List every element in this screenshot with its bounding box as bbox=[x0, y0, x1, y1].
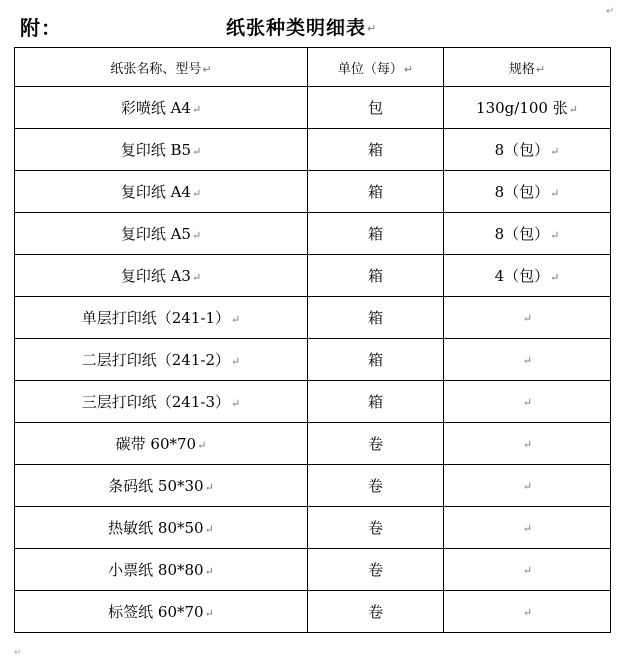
paragraph-mark-icon: ↵ bbox=[191, 270, 202, 284]
cell-spec bbox=[444, 465, 611, 507]
cell-unit: 卷 bbox=[308, 591, 444, 633]
paragraph-mark-icon: ↵ bbox=[550, 186, 560, 200]
cell-spec bbox=[444, 549, 611, 591]
table-row bbox=[15, 297, 611, 339]
cell-spec bbox=[444, 381, 611, 423]
paragraph-mark-icon: ↵ bbox=[522, 480, 533, 493]
paragraph-mark-icon: ↵ bbox=[197, 438, 207, 452]
paragraph-mark-icon: ↵ bbox=[367, 22, 378, 35]
paragraph-mark-icon: ↵ bbox=[522, 396, 533, 409]
page-title-text: 纸张种类明细表 bbox=[226, 17, 367, 39]
cell-unit: 箱 bbox=[308, 339, 444, 381]
cell-spec bbox=[444, 423, 611, 465]
table-row bbox=[15, 339, 611, 381]
paragraph-mark-icon: ↵ bbox=[204, 480, 214, 494]
paragraph-mark-icon: ↵ bbox=[403, 62, 414, 76]
table-row bbox=[15, 129, 611, 171]
page-title bbox=[226, 13, 377, 40]
table-row bbox=[15, 549, 611, 591]
paragraph-mark-icon: ↵ bbox=[191, 186, 202, 200]
cell-unit: 箱 bbox=[308, 129, 444, 171]
cell-unit: 卷 bbox=[308, 423, 444, 465]
cell-spec: 8（包）↵ bbox=[444, 171, 611, 213]
paragraph-mark-icon: ↵ bbox=[550, 270, 560, 284]
table-row bbox=[15, 591, 611, 633]
paragraph-mark-icon: ↵ bbox=[522, 438, 533, 451]
paragraph-mark-icon: ↵ bbox=[550, 228, 560, 242]
cell-spec: 8（包）↵ bbox=[444, 129, 611, 171]
cell-spec: 4（包）↵ bbox=[444, 255, 611, 297]
paragraph-mark-icon: ↵ bbox=[202, 62, 212, 76]
paragraph-mark-icon: ↵ bbox=[14, 648, 22, 658]
cell-spec: 130g/100 张↵ bbox=[444, 87, 611, 129]
paragraph-mark-icon: ↵ bbox=[522, 564, 533, 577]
cell-spec bbox=[444, 507, 611, 549]
cell-unit: 卷 bbox=[308, 507, 444, 549]
cell-name: 复印纸 A4↵ bbox=[15, 171, 308, 213]
paragraph-mark-icon: ↵ bbox=[522, 354, 533, 367]
table-row bbox=[15, 465, 611, 507]
cell-name: 单层打印纸（241-1）↵ bbox=[15, 297, 308, 339]
cell-name: 复印纸 A3↵ bbox=[15, 255, 308, 297]
table-row bbox=[15, 213, 611, 255]
cell-name: 热敏纸 80*50↵ bbox=[15, 507, 308, 549]
cell-name: 三层打印纸（241-3）↵ bbox=[15, 381, 308, 423]
table-body bbox=[15, 87, 611, 633]
document-header bbox=[0, 0, 624, 50]
cell-name: 彩喷纸 A4↵ bbox=[15, 87, 308, 129]
table-row bbox=[15, 381, 611, 423]
paragraph-mark-icon: ↵ bbox=[550, 144, 560, 158]
cell-spec bbox=[444, 297, 611, 339]
paragraph-mark-icon: ↵ bbox=[191, 228, 202, 242]
paragraph-mark-icon: ↵ bbox=[204, 564, 214, 578]
cell-unit: 箱 bbox=[308, 213, 444, 255]
cell-unit: 包 bbox=[308, 87, 444, 129]
cell-name: 复印纸 B5↵ bbox=[15, 129, 308, 171]
cell-name: 条码纸 50*30↵ bbox=[15, 465, 308, 507]
table-header-row bbox=[15, 48, 611, 87]
paragraph-mark-icon: ↵ bbox=[204, 522, 214, 536]
cell-unit: 箱 bbox=[308, 381, 444, 423]
cell-spec bbox=[444, 339, 611, 381]
paragraph-mark-icon: ↵ bbox=[606, 6, 615, 17]
paragraph-mark-icon: ↵ bbox=[231, 312, 241, 326]
paragraph-mark-icon: ↵ bbox=[191, 102, 202, 116]
table-row bbox=[15, 171, 611, 213]
column-header-unit: 单位（每）↵ bbox=[308, 48, 444, 87]
paragraph-mark-icon: ↵ bbox=[522, 606, 533, 619]
cell-name: 二层打印纸（241-2）↵ bbox=[15, 339, 308, 381]
cell-name: 碳带 60*70↵ bbox=[15, 423, 308, 465]
cell-name: 小票纸 80*80↵ bbox=[15, 549, 308, 591]
cell-unit: 箱 bbox=[308, 171, 444, 213]
cell-unit: 箱 bbox=[308, 297, 444, 339]
table-row bbox=[15, 87, 611, 129]
column-header-spec: 规格↵ bbox=[444, 48, 611, 87]
paragraph-mark-icon: ↵ bbox=[231, 354, 241, 368]
table-row bbox=[15, 507, 611, 549]
paper-types-table bbox=[14, 47, 611, 633]
column-header-name: 纸张名称、型号↵ bbox=[15, 48, 308, 87]
paragraph-mark-icon: ↵ bbox=[192, 144, 202, 158]
cell-name: 标签纸 60*70↵ bbox=[15, 591, 308, 633]
paragraph-mark-icon: ↵ bbox=[522, 522, 533, 535]
cell-unit: 卷 bbox=[308, 549, 444, 591]
cell-name: 复印纸 A5↵ bbox=[15, 213, 308, 255]
table-row bbox=[15, 255, 611, 297]
appendix-label: 附： bbox=[20, 16, 62, 40]
cell-spec bbox=[444, 591, 611, 633]
paragraph-mark-icon: ↵ bbox=[231, 396, 241, 410]
paragraph-mark-icon: ↵ bbox=[204, 606, 214, 620]
cell-spec: 8（包）↵ bbox=[444, 213, 611, 255]
paragraph-mark-icon: ↵ bbox=[568, 102, 578, 116]
table-row bbox=[15, 423, 611, 465]
paragraph-mark-icon: ↵ bbox=[535, 62, 546, 76]
cell-unit: 箱 bbox=[308, 255, 444, 297]
cell-unit: 卷 bbox=[308, 465, 444, 507]
paragraph-mark-icon: ↵ bbox=[522, 312, 533, 325]
